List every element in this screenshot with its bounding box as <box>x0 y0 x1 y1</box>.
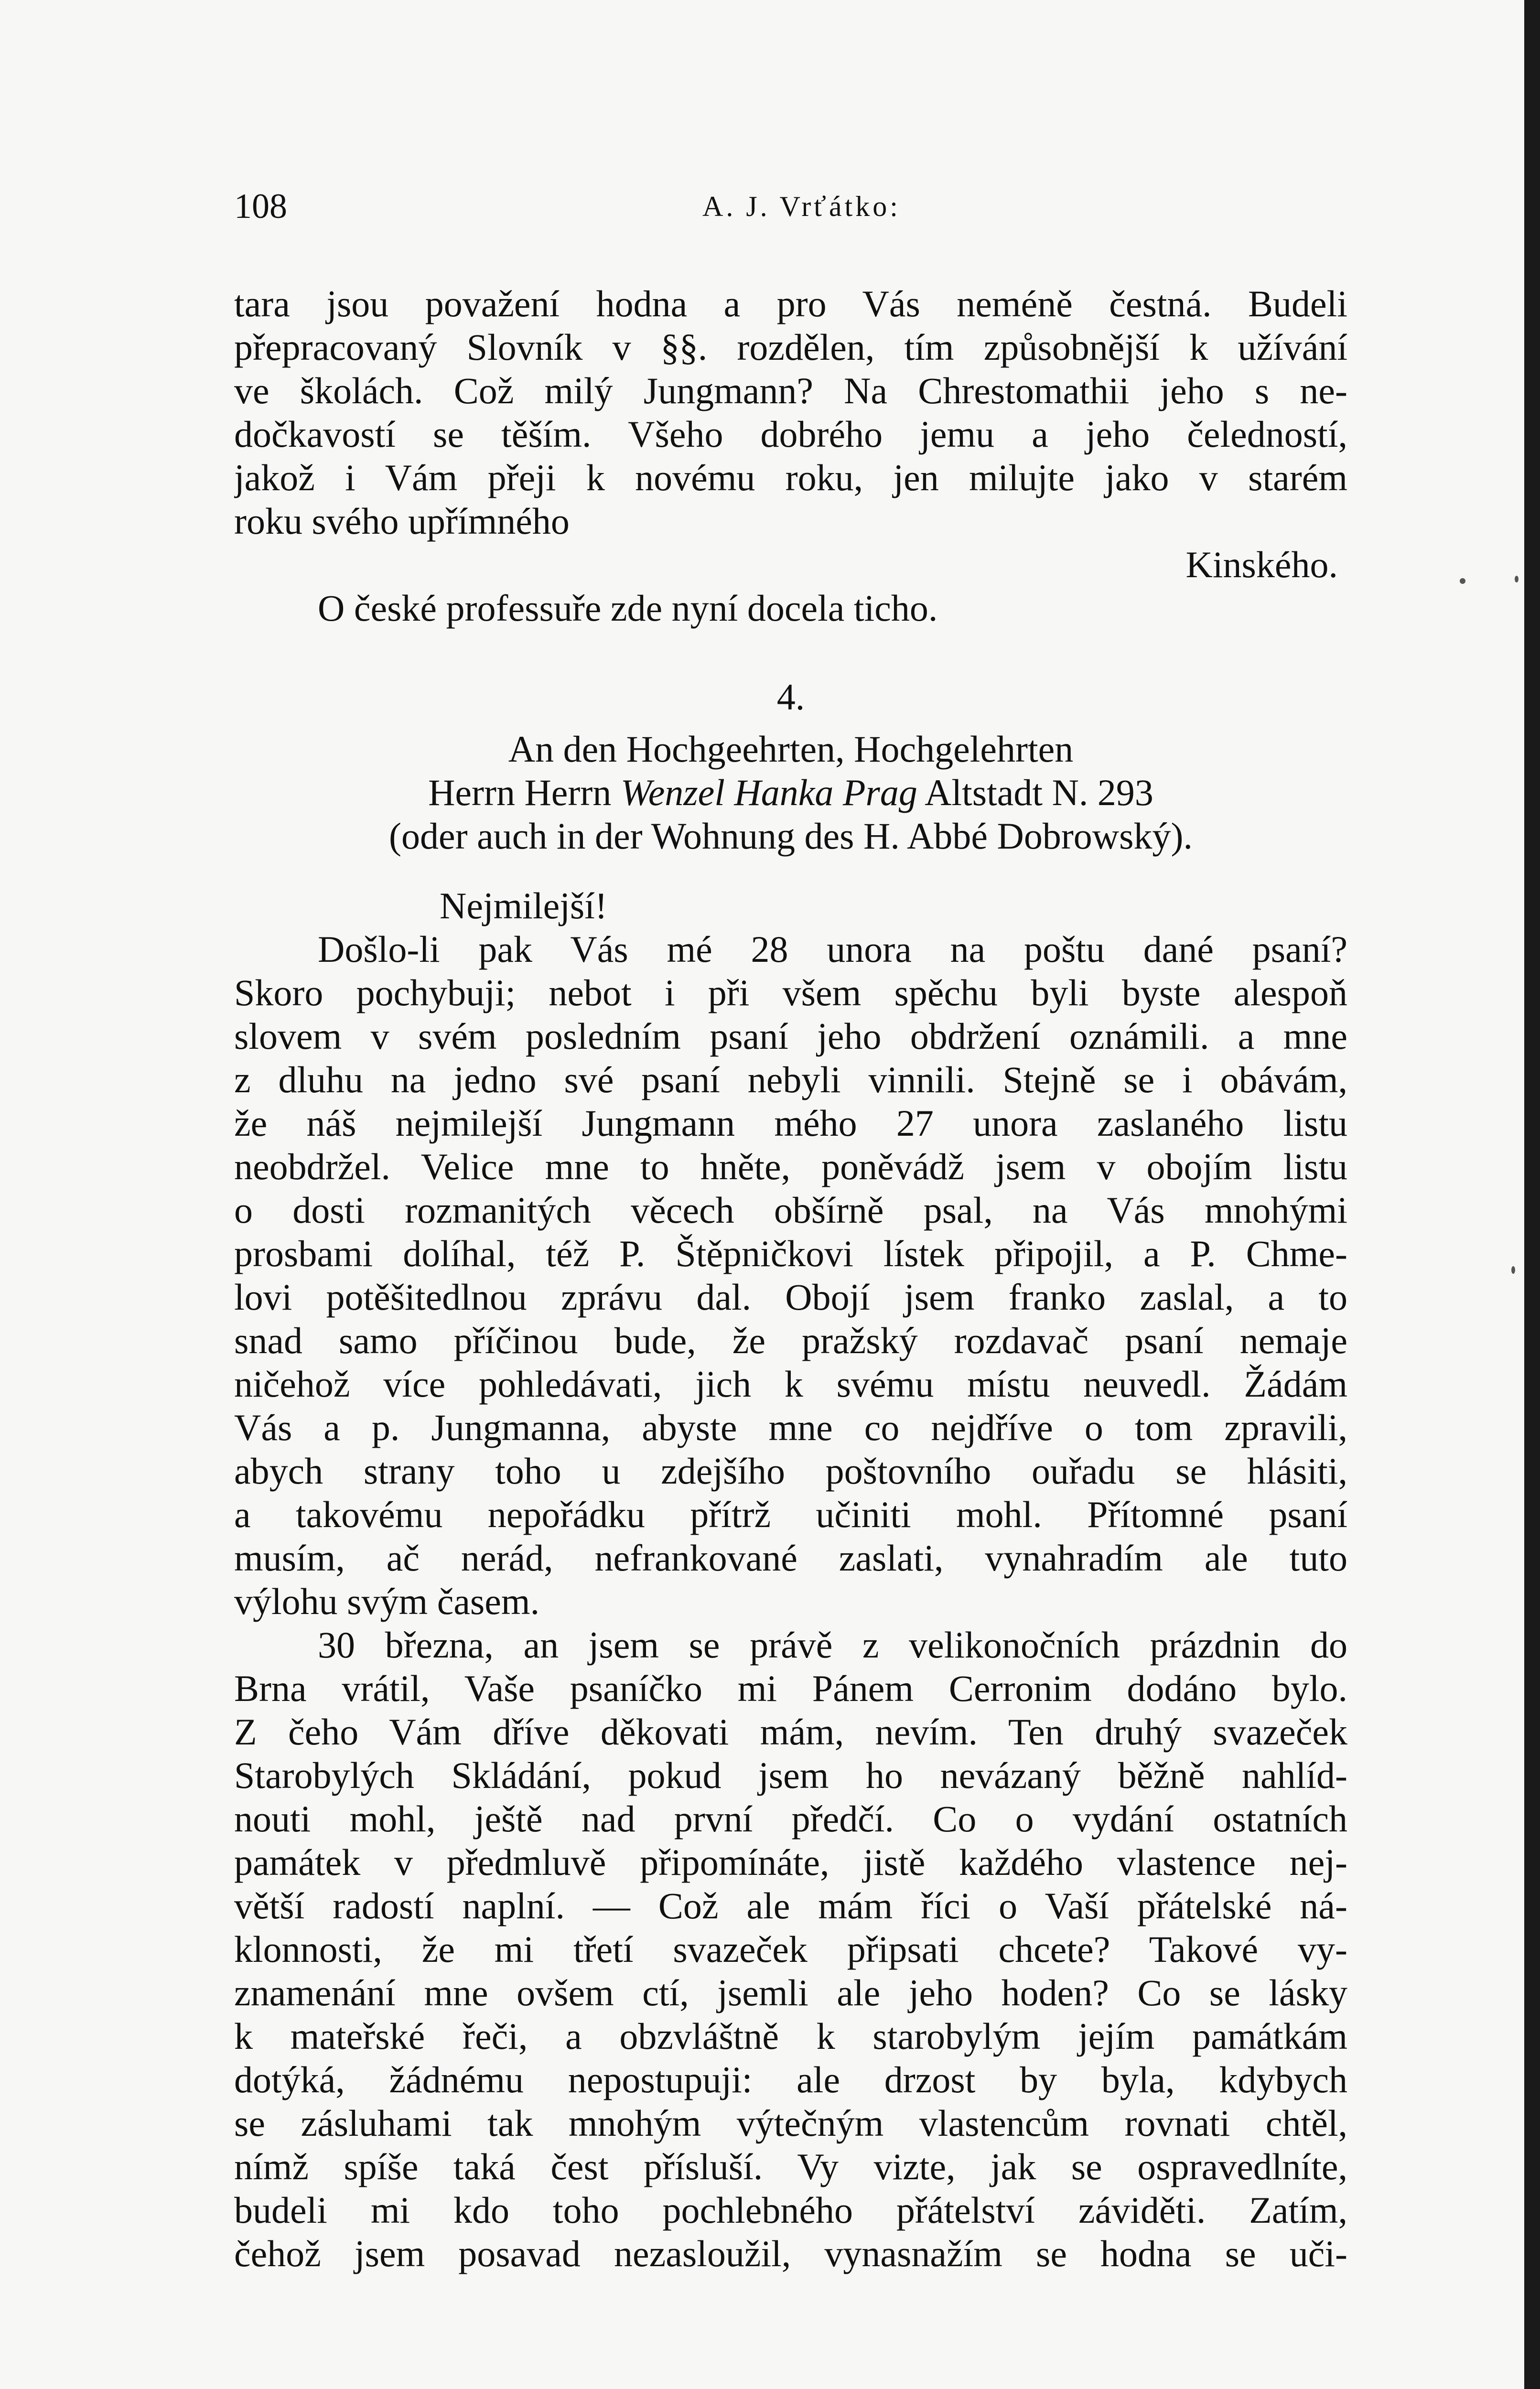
paragraph-1 <box>234 927 1347 1623</box>
text-line: že náš nejmilejší Jungmann mého 27 unora zaslaného listu <box>234 1102 1347 1144</box>
scan-speck <box>1515 576 1518 582</box>
text-line: 30 března, an jsem se právě z velikonočních prázdnin do <box>318 1624 1347 1666</box>
text-line: se zásluhami tak mnohým výtečným vlastencům rovnati chtěl, <box>234 2102 1347 2144</box>
text-line: a takovému nepořádku přítrž učiniti mohl. Přítomné psaní <box>234 1494 1347 1535</box>
text-line: snad samo příčinou bude, že pražský rozdavač psaní nemaje <box>234 1320 1347 1361</box>
text-line: památek v předmluvě připomínáte, jistě každého vlastence nej- <box>234 1841 1347 1883</box>
text-line: větší radostí naplní. — Což ale mám říci o Vaší přátelské ná- <box>234 1885 1347 1926</box>
text-line: musím, ač nerád, nefrankované zaslati, vynahradím ale tuto <box>234 1537 1347 1579</box>
body-text <box>234 282 1347 2275</box>
address-line-1: An den Hochgeehrten, Hochgelehrten <box>508 728 1074 770</box>
text-line: přepracovaný Slovník v §§. rozdělen, tím způsobnější k užívání <box>234 326 1347 368</box>
intro-paragraph <box>234 282 1347 543</box>
scan-speck <box>1460 578 1465 584</box>
text-line: tara jsou považení hodna a pro Vás neméně čestná. Budeli <box>234 283 1347 324</box>
signature: Kinského. <box>1185 544 1338 585</box>
text-line: Skoro pochybuji; nebot i při všem spěchu byli byste alespoň <box>234 972 1347 1013</box>
text-line: jakož i Vám přeji k novému roku, jen milujte jako v starém <box>234 457 1347 498</box>
text-line: ničehož více pohledávati, jich k svému místu neuvedl. Žádám <box>234 1363 1347 1405</box>
text-line: nouti mohl, ještě nad první předčí. Co o vydání ostatních <box>234 1798 1347 1840</box>
running-head: A. J. Vrťátko: <box>702 191 901 222</box>
address-line-2 <box>234 771 1347 814</box>
text-line: Došlo-li pak Vás mé 28 unora na poštu dané psaní? <box>318 928 1347 970</box>
postscript: O české professuře zde nyní docela ticho. <box>318 587 938 629</box>
paragraph-2 <box>234 1623 1347 2275</box>
text-line: slovem v svém posledním psaní jeho obdržení oznámili. a mne <box>234 1015 1347 1057</box>
text-line: nímž spíše taká čest přísluší. Vy vizte, jak se ospravedlníte, <box>234 2146 1347 2187</box>
page-header <box>234 183 1347 230</box>
text-line: lovi potěšitedlnou zprávu dal. Obojí jsem franko zaslal, a to <box>234 1276 1347 1318</box>
text-line: Vás a p. Jungmanna, abyste mne co nejdříve o tom zpravili, <box>234 1407 1347 1448</box>
address-suffix: Altstadt N. 293 <box>917 772 1153 813</box>
text-line: Brna vrátil, Vaše psaníčko mi Pánem Cerronim dodáno bylo. <box>234 1668 1347 1709</box>
text-line: čehož jsem posavad nezasloužil, vynasnažím se hodna se uči- <box>234 2233 1347 2274</box>
text-line: roku svého upřímného <box>234 500 570 542</box>
text-line: z dluhu na jedno své psaní nebyli vinnili. Stejně se i obávám, <box>234 1059 1347 1100</box>
text-line: budeli mi kdo toho pochlebného přátelství záviděti. Zatím, <box>234 2189 1347 2231</box>
text-line: neobdržel. Velice mne to hněte, poněvádž jsem v obojím listu <box>234 1146 1347 1187</box>
address-line-3: (oder auch in der Wohnung des H. Abbé Dobrowský). <box>389 815 1193 857</box>
scan-speck <box>1511 1266 1515 1274</box>
text-line: prosbami dolíhal, též P. Štěpničkovi lístek připojil, a P. Chme- <box>234 1233 1347 1274</box>
text-line: o dosti rozmanitých věcech obšírně psal, na Vás mnohými <box>234 1189 1347 1231</box>
page-number: 108 <box>234 187 287 226</box>
addressee-name: Wenzel Hanka Prag <box>620 772 917 813</box>
address-prefix: Herrn Herrn <box>428 772 621 813</box>
text-line: abych strany toho u zdejšího poštovního ouřadu se hlásiti, <box>234 1450 1347 1492</box>
text-line: Starobylých Skládání, pokud jsem ho nevázaný běžně nahlíd- <box>234 1754 1347 1796</box>
letter-number: 4. <box>776 676 805 718</box>
text-line: Z čeho Vám dříve děkovati mám, nevím. Ten druhý svazeček <box>234 1711 1347 1753</box>
text-line: klonnosti, že mi třetí svazeček připsati chcete? Takové vy- <box>234 1928 1347 1970</box>
text-line: dočkavostí se těším. Všeho dobrého jemu a jeho čeledností, <box>234 413 1347 455</box>
text-line: výlohu svým časem. <box>234 1581 540 1622</box>
text-line: ve školách. Což milý Jungmann? Na Chrestomathii jeho s ne- <box>234 370 1347 411</box>
text-line: k mateřské řeči, a obzvláštně k starobylým jejím památkám <box>234 2015 1347 2057</box>
text-line: dotýká, žádnému nepostupuji: ale drzost by byla, kdybych <box>234 2059 1347 2100</box>
text-line: znamenání mne ovšem ctí, jsemli ale jeho hoden? Co se lásky <box>234 1972 1347 2013</box>
salutation: Nejmilejší! <box>440 885 607 926</box>
